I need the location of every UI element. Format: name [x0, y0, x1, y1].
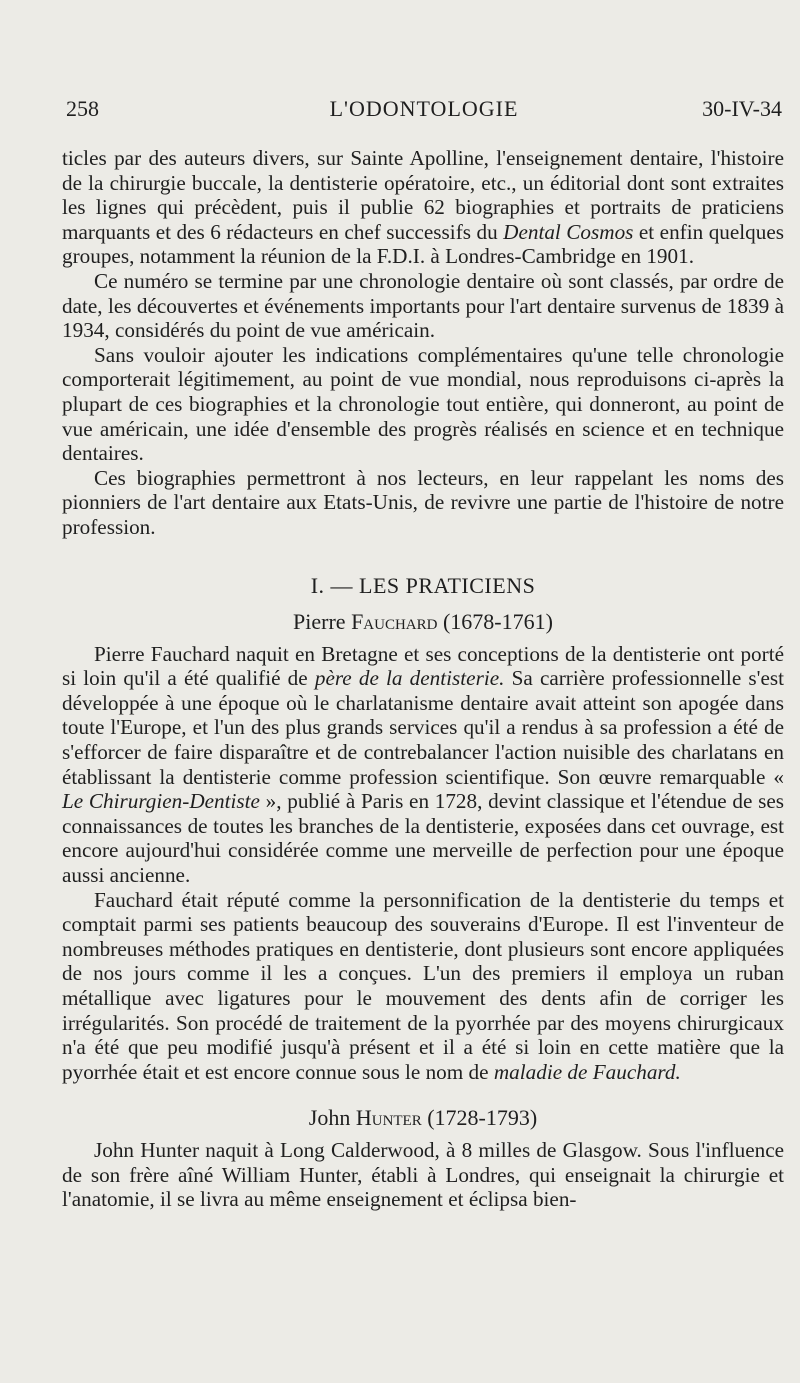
paragraph: Sans vouloir ajouter les indications complémentaires qu'une telle chronologie comporterait légitimement, au point de vue mondial, nous reproduisons ci-après la plupart de ces biographies et la chronologie tout entière, qui donneront, au point de vue américain, une idée d'ensemble des progrès réalisés en science et en technique dentaires. — [62, 342, 784, 466]
running-header — [66, 96, 782, 126]
paragraph: Ces biographies permettront à nos lecteurs, en leur rappelant les noms des pionniers de l'art dentaire aux Etats-Unis, de revivre une partie de l'histoire de notre profession. — [62, 465, 784, 539]
section-heading: I. — LES PRATICIENS — [310, 572, 536, 598]
page-number: 258 — [66, 96, 99, 121]
paragraph: ticles par des auteurs divers, sur Sainte Apolline, l'enseignement dentaire, l'histoire de la chirurgie buccale, la dentisterie opératoire, etc., un éditorial dont sont extraites les lignes qui précèdent, puis il publie 62 biographies et portraits de praticiens marquants et des 6 rédacteurs en chef successifs du Dental Cosmos et enfin quelques groupes, notamment la réunion de la F.D.I. à Londres-Cambridge en 1901. — [62, 146, 785, 269]
paragraph: Fauchard était réputé comme la personnification de la dentisterie du temps et comptait parmi ses patients beaucoup des souverains d'Europe. Il est l'inventeur de nombreuses méthodes pratiques en dentisterie, dont plusieurs sont encore appliquées de nos jours comme il les a conçues. L'un des premiers il employa un ruban métallique avec ligatures pour le mouvement des dents afin de corriger les irrégularités. Son procédé de traitement de la pyorrhée par des moyens chirurgicaux n'a été que peu modifié jusqu'à présent et il a été si loin en cette matière que la pyorrhée était et est encore connue sous le nom de maladie de Fauchard. — [62, 887, 784, 1084]
journal-title: L'ODONTOLOGIE — [329, 96, 519, 121]
paragraph: John Hunter naquit à Long Calderwood, à 8 milles de Glasgow. Sous l'influence de son frère aîné William Hunter, établi à Londres, qui enseignait la chirurgie et l'anatomie, il se livra au même enseignement et éclipsa bien- — [62, 1137, 784, 1212]
issue-date: 30-IV-34 — [702, 96, 782, 121]
biography-heading-fauchard: Pierre Fauchard (1678-1761) — [293, 609, 553, 635]
paragraph: Pierre Fauchard naquit en Bretagne et ses conceptions de la dentisterie ont porté si loin qu'il a été qualifié de père de la dentisterie. Sa carrière professionnelle s'est développée à une époque où le charlatanisme dentaire avait atteint son apogée dans toute l'Europe, et l'un des plus grands services qu'il a rendus à sa profession a été de s'efforcer de faire disparaître et de contrebalancer l'action nuisible des charlatans en établissant la dentisterie comme profession scientifique. Son œuvre remarquable « Le Chirurgien-Dentiste », publié à Paris en 1728, devint classique et l'étendue de ses connaissances de toutes les branches de la dentisterie, exposées dans cet ouvrage, est encore aujourd'hui considérée comme une merveille de perfection pour une époque aussi ancienne. — [62, 641, 784, 888]
page-body — [62, 146, 784, 1212]
paragraph: Ce numéro se termine par une chronologie dentaire où sont classés, par ordre de date, les découvertes et événements importants pour l'art dentaire survenus de 1839 à 1934, considérés du point de vue américain. — [62, 268, 784, 343]
biography-heading-hunter: John Hunter (1728-1793) — [308, 1105, 538, 1131]
